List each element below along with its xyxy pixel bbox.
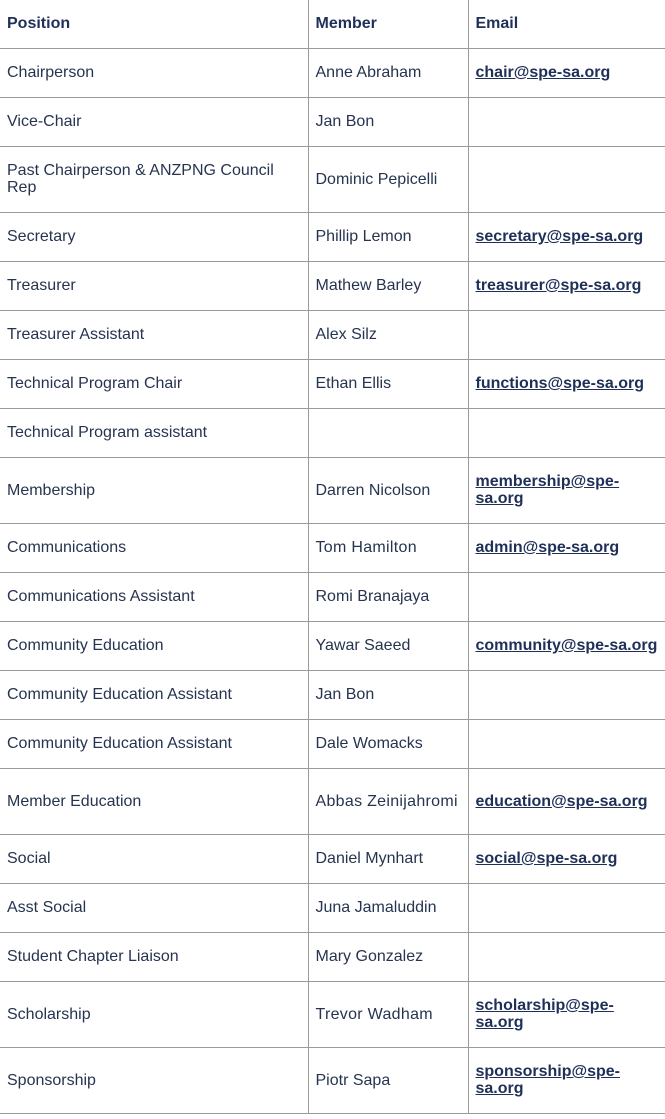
position-cell: Vice-Chair: [0, 97, 308, 146]
member-cell: Mary Gonzalez: [308, 932, 468, 981]
email-cell: [468, 261, 665, 310]
email-cell: [468, 1047, 665, 1113]
email-link[interactable]: social@spe-sa.org: [475, 850, 618, 867]
table-row: [0, 359, 665, 408]
email-cell: [468, 981, 665, 1047]
position-cell: Treasurer Assistant: [0, 310, 308, 359]
email-link[interactable]: admin@spe-sa.org: [475, 539, 620, 556]
email-link[interactable]: chair@spe-sa.org: [475, 64, 611, 81]
position-cell: Asst Social: [0, 883, 308, 932]
position-cell: Technical Program Chair: [0, 359, 308, 408]
email-cell: [468, 932, 665, 981]
email-link[interactable]: community@spe-sa.org: [475, 637, 658, 654]
email-cell: [468, 768, 665, 834]
member-cell: Anne Abraham: [308, 48, 468, 97]
column-header-member: Member: [308, 0, 468, 48]
email-link[interactable]: secretary@spe-sa.org: [475, 228, 644, 245]
member-cell: Mathew Barley: [308, 261, 468, 310]
table-row: [0, 834, 665, 883]
table-header-row: [0, 0, 665, 48]
table-row: [0, 883, 665, 932]
table-row: [0, 48, 665, 97]
table-row: [0, 261, 665, 310]
member-cell: Juna Jamaluddin: [308, 883, 468, 932]
email-cell: [468, 719, 665, 768]
position-cell: Scholarship: [0, 981, 308, 1047]
member-cell: Tom Hamilton: [308, 523, 468, 572]
table-row: [0, 981, 665, 1047]
column-header-email: Email: [468, 0, 665, 48]
position-cell: Treasurer: [0, 261, 308, 310]
email-cell: [468, 97, 665, 146]
email-cell: [468, 212, 665, 261]
member-cell: [308, 408, 468, 457]
email-link[interactable]: membership@spe-sa.org: [475, 473, 620, 507]
member-cell: Trevor Wadham: [308, 981, 468, 1047]
table-row: [0, 932, 665, 981]
member-cell: Daniel Mynhart: [308, 834, 468, 883]
table-row: [0, 523, 665, 572]
position-cell: Communications Assistant: [0, 572, 308, 621]
email-link[interactable]: scholarship@spe-sa.org: [475, 997, 614, 1031]
member-cell: Dale Womacks: [308, 719, 468, 768]
table-row: [0, 97, 665, 146]
table-row: [0, 1047, 665, 1113]
position-cell: Membership: [0, 457, 308, 523]
member-cell: Romi Branajaya: [308, 572, 468, 621]
email-cell: [468, 359, 665, 408]
position-cell: Community Education Assistant: [0, 670, 308, 719]
table-row: [0, 621, 665, 670]
member-cell: Jan Bon: [308, 670, 468, 719]
position-cell: Community Education Assistant: [0, 719, 308, 768]
member-cell: Darren Nicolson: [308, 457, 468, 523]
position-cell: Student Chapter Liaison: [0, 932, 308, 981]
table-row: [0, 457, 665, 523]
table-row: [0, 408, 665, 457]
position-cell: Social: [0, 834, 308, 883]
member-cell: Yawar Saeed: [308, 621, 468, 670]
member-cell: Dominic Pepicelli: [308, 146, 468, 212]
table-row: [0, 310, 665, 359]
email-link[interactable]: functions@spe-sa.org: [475, 375, 645, 392]
member-cell: Ethan Ellis: [308, 359, 468, 408]
email-cell: [468, 310, 665, 359]
position-cell: Secretary: [0, 212, 308, 261]
position-cell: Chairperson: [0, 48, 308, 97]
position-cell: Communications: [0, 523, 308, 572]
table-row: [0, 768, 665, 834]
email-cell: [468, 670, 665, 719]
email-cell: [468, 621, 665, 670]
position-cell: Member Education: [0, 768, 308, 834]
position-cell: Community Education: [0, 621, 308, 670]
member-cell: Phillip Lemon: [308, 212, 468, 261]
table-row: [0, 572, 665, 621]
member-cell: Jan Bon: [308, 97, 468, 146]
table-row: [0, 719, 665, 768]
email-cell: [468, 457, 665, 523]
email-link[interactable]: treasurer@spe-sa.org: [475, 277, 642, 294]
email-cell: [468, 883, 665, 932]
table-row: [0, 146, 665, 212]
email-cell: [468, 834, 665, 883]
position-cell: Past Chairperson & ANZPNG Council Rep: [0, 146, 308, 212]
email-cell: [468, 146, 665, 212]
email-cell: [468, 48, 665, 97]
email-cell: [468, 572, 665, 621]
email-cell: [468, 523, 665, 572]
position-cell: Sponsorship: [0, 1047, 308, 1113]
email-link[interactable]: education@spe-sa.org: [475, 792, 648, 810]
table-row: [0, 670, 665, 719]
member-cell: Alex Silz: [308, 310, 468, 359]
email-link[interactable]: sponsorship@spe-sa.org: [475, 1063, 621, 1097]
position-cell: Technical Program assistant: [0, 408, 308, 457]
column-header-position: Position: [0, 0, 308, 48]
member-cell: Abbas Zeinijahromi: [308, 768, 468, 834]
table-row: [0, 212, 665, 261]
member-cell: Piotr Sapa: [308, 1047, 468, 1113]
email-cell: [468, 408, 665, 457]
